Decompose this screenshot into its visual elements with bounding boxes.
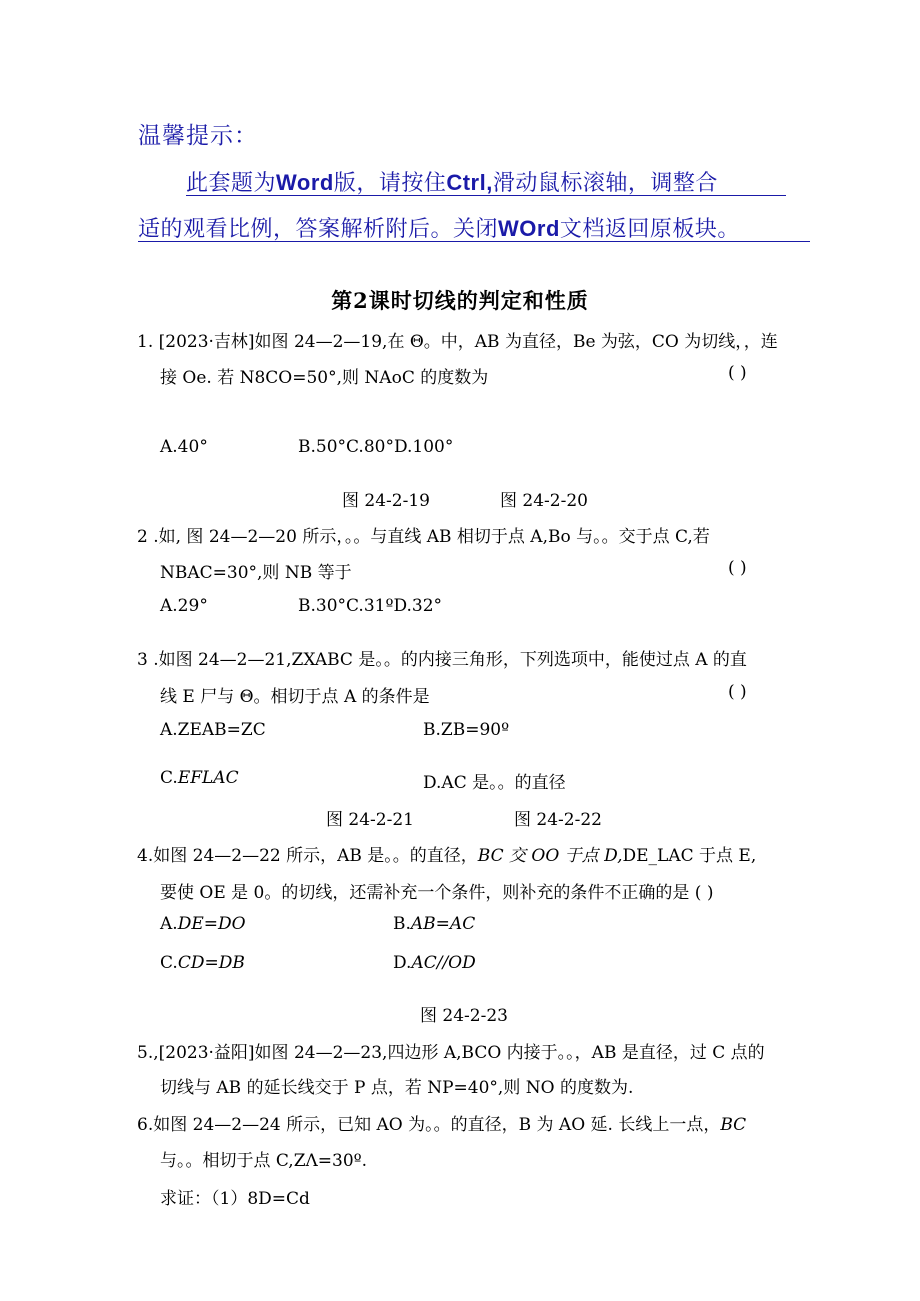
option-letter: A. (160, 914, 178, 934)
tip-text: 此套题为 (186, 171, 277, 196)
q6-italic-text: BC (720, 1115, 747, 1135)
option-text: DE=DO (177, 914, 246, 934)
q1-option-a: A.40° (160, 437, 208, 457)
q1-line-2: 接 Oe. 若 N8CO=50°,则 NAoC 的度数为 (160, 368, 489, 388)
q2-option-a: A.29° (160, 596, 208, 616)
q4-option-d (393, 953, 476, 973)
q2-option-bcd: B.30°C.31ºD.32° (298, 596, 443, 616)
q5-line-1: 5.,[2023·益阳]如图 24—2—23,四边形 A,BCO 内接于。。，AB 是直径，过 C 点的 (137, 1043, 765, 1063)
q4-text: 4.如图 24—2—22 所示，AB 是。。的直径， (137, 846, 478, 866)
q3-option-b: B.ZB=90º (423, 720, 510, 740)
q4-italic-text: BC 交 OO 于点 D, (477, 846, 623, 866)
option-letter: D. (393, 953, 412, 973)
option-letter: C. (160, 953, 178, 973)
q1-line-1: 1. [2023·吉林]如图 24—2—19,在 Θ。中，AB 为直径，Be 为弦，CO 为切线，，连 (137, 332, 778, 352)
option-letter: C. (160, 768, 178, 788)
q4-line-1 (137, 841, 756, 866)
figure-caption-20: 图 24-2-20 (500, 491, 588, 511)
q6-text: 6.如图 24—2—24 所示，已知 AO 为。。的直径，B 为 AO 延. 长线上一点， (137, 1115, 721, 1135)
option-text: EFLAC (177, 768, 239, 788)
figure-caption-19: 图 24-2-19 (342, 491, 430, 511)
tip-text: 适的观看比例，答案解析附后。关闭 (138, 217, 499, 242)
q3-option-a: A.ZEAB=ZC (160, 720, 266, 740)
tip-word: WOrd (498, 216, 560, 241)
tip-line-2 (138, 212, 740, 243)
q5-line-2: 切线与 AB 的延长线交于 P 点，若 NP=40°,则 NO 的度数为. (160, 1078, 634, 1098)
q4-option-b (393, 914, 475, 934)
q2-line-1: 2 .如, 图 24—2—20 所示，。。与直线 AB 相切于点 A,Bo 与。。交于点 C,若 (137, 527, 710, 547)
tip-text: 文档返回原板块。 (559, 217, 740, 242)
tip-title: 温馨提示： (138, 123, 258, 149)
q2-line-2: NBAC=30°,则 NB 等于 (160, 563, 352, 583)
option-letter: B. (393, 914, 411, 934)
option-text: AC//OD (411, 953, 476, 973)
q4-option-a (160, 914, 246, 934)
q3-option-d: D.AC 是。。的直径 (423, 773, 566, 793)
tip-text: 版，请按住 (333, 171, 447, 196)
tip-ctrl: Ctrl, (446, 170, 493, 195)
figure-caption-21: 图 24-2-21 (326, 810, 414, 830)
option-text: AB=AC (410, 914, 476, 934)
q4-line-2: 要使 OE 是 0。的切线，还需补充一个条件，则补充的条件不正确的是 ( ) (160, 883, 714, 903)
q1-answer-paren: ( ) (728, 363, 747, 383)
q3-option-c (160, 768, 239, 788)
q3-answer-paren: ( ) (728, 682, 747, 702)
tip-underline-1 (186, 195, 786, 196)
section-title: 第2课时切线的判定和性质 (331, 288, 589, 313)
option-text: CD=DB (177, 953, 245, 973)
tip-underline-2 (138, 241, 810, 242)
tip-text: 滑动鼠标滚轴，调整合 (492, 171, 718, 196)
q6-line-3: 求证：（1）8D=Cd (160, 1189, 310, 1209)
q3-line-2: 线 E 尸与 Θ。相切于点 A 的条件是 (160, 687, 430, 707)
q4-text: DE_LAC 于点 E, (622, 846, 757, 866)
q3-line-1: 3 .如图 24—2—21,ZXABC 是。。的内接三角形，下列选项中，能使过点 A 的直 (137, 650, 747, 670)
q6-line-2: 与。。相切于点 C,ZΛ=30º. (160, 1151, 368, 1171)
q4-option-c (160, 953, 245, 973)
q2-answer-paren: ( ) (728, 558, 747, 578)
q6-line-1 (137, 1110, 746, 1135)
figure-caption-22: 图 24-2-22 (514, 810, 602, 830)
tip-word: Word (276, 170, 334, 195)
figure-caption-23: 图 24-2-23 (420, 1006, 508, 1026)
tip-line-1 (186, 166, 718, 197)
q1-option-bcd: B.50°C.80°D.100° (298, 437, 454, 457)
